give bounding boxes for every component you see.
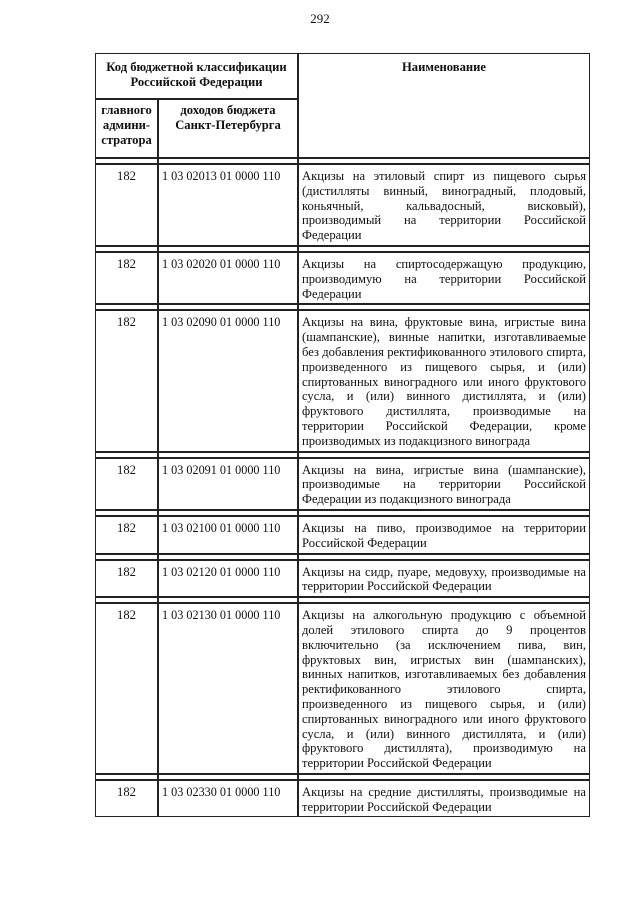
revenue-code-cell: 1 03 02120 01 0000 110 (158, 560, 298, 598)
admin-code-cell: 182 (95, 603, 158, 774)
admin-code-cell: 182 (95, 252, 158, 304)
table-row (95, 458, 590, 510)
header-revenue: доходов бюджета Санкт-Петербурга (158, 99, 298, 158)
revenue-code-cell: 1 03 02330 01 0000 110 (158, 780, 298, 818)
revenue-name-cell: Акцизы на алкогольную продукцию с объемной долей этилового спирта до 9 процентов включительно (за исключением пива, вин, фруктовых вин, игристых вин (шампанских), винных напитков, изготавливаемых без добавления ректификованного этилового спирта, произведенного из пищевого сырья, и (или) спиртованных виноградного или иного фруктового сусла, и (или) винного дистиллята, и (или) фруктового дистиллята), производимую на территории Российской Федерации (298, 603, 590, 774)
header-admin: главного админи-стратора (95, 99, 158, 158)
revenue-name-cell: Акцизы на сидр, пуаре, медовуху, производимые на территории Российской Федерации (298, 560, 590, 598)
revenue-code-cell: 1 03 02091 01 0000 110 (158, 458, 298, 510)
revenue-code-cell: 1 03 02130 01 0000 110 (158, 603, 298, 774)
table-row (95, 603, 590, 774)
revenue-code-cell: 1 03 02013 01 0000 110 (158, 164, 298, 246)
revenue-name-cell: Акцизы на вина, игристые вина (шампанские), производимые на территории Российской Федерации из подакцизного винограда (298, 458, 590, 510)
revenue-code-cell: 1 03 02020 01 0000 110 (158, 252, 298, 304)
table-row (95, 516, 590, 554)
table-row (95, 560, 590, 598)
budget-classification-table (95, 53, 590, 817)
table-header-row (95, 53, 590, 99)
header-code-group: Код бюджетной классификации Российской Федерации (95, 53, 298, 99)
revenue-name-cell: Акцизы на пиво, производимое на территории Российской Федерации (298, 516, 590, 554)
admin-code-cell: 182 (95, 780, 158, 818)
admin-code-cell: 182 (95, 458, 158, 510)
admin-code-cell: 182 (95, 164, 158, 246)
table-row (95, 310, 590, 451)
revenue-name-cell: Акцизы на средние дистилляты, производимые на территории Российской Федерации (298, 780, 590, 818)
table-row (95, 252, 590, 304)
revenue-name-cell: Акцизы на вина, фруктовые вина, игристые вина (шампанские), винные напитки, изготавливаемые без добавления ректификованного этилового спирта, произведенного из пищевого сырья, и (или) спиртованных виноградного или иного фруктового сусла, и (или) винного дистиллята, и (или) фруктового дистиллята, производимые на территории Российской Федерации, кроме производимых из подакцизного винограда (298, 310, 590, 451)
revenue-name-cell: Акцизы на этиловый спирт из пищевого сырья (дистилляты винный, виноградный, плодовый, коньячный, кальвадосный, висковый), производимый на территории Российской Федерации (298, 164, 590, 246)
table-row (95, 780, 590, 818)
revenue-name-cell: Акцизы на спиртосодержащую продукцию, производимую на территории Российской Федерации (298, 252, 590, 304)
table-row (95, 164, 590, 246)
admin-code-cell: 182 (95, 516, 158, 554)
revenue-code-cell: 1 03 02100 01 0000 110 (158, 516, 298, 554)
admin-code-cell: 182 (95, 560, 158, 598)
header-name: Наименование (298, 53, 590, 158)
admin-code-cell: 182 (95, 310, 158, 451)
revenue-code-cell: 1 03 02090 01 0000 110 (158, 310, 298, 451)
page-number: 292 (310, 11, 330, 26)
